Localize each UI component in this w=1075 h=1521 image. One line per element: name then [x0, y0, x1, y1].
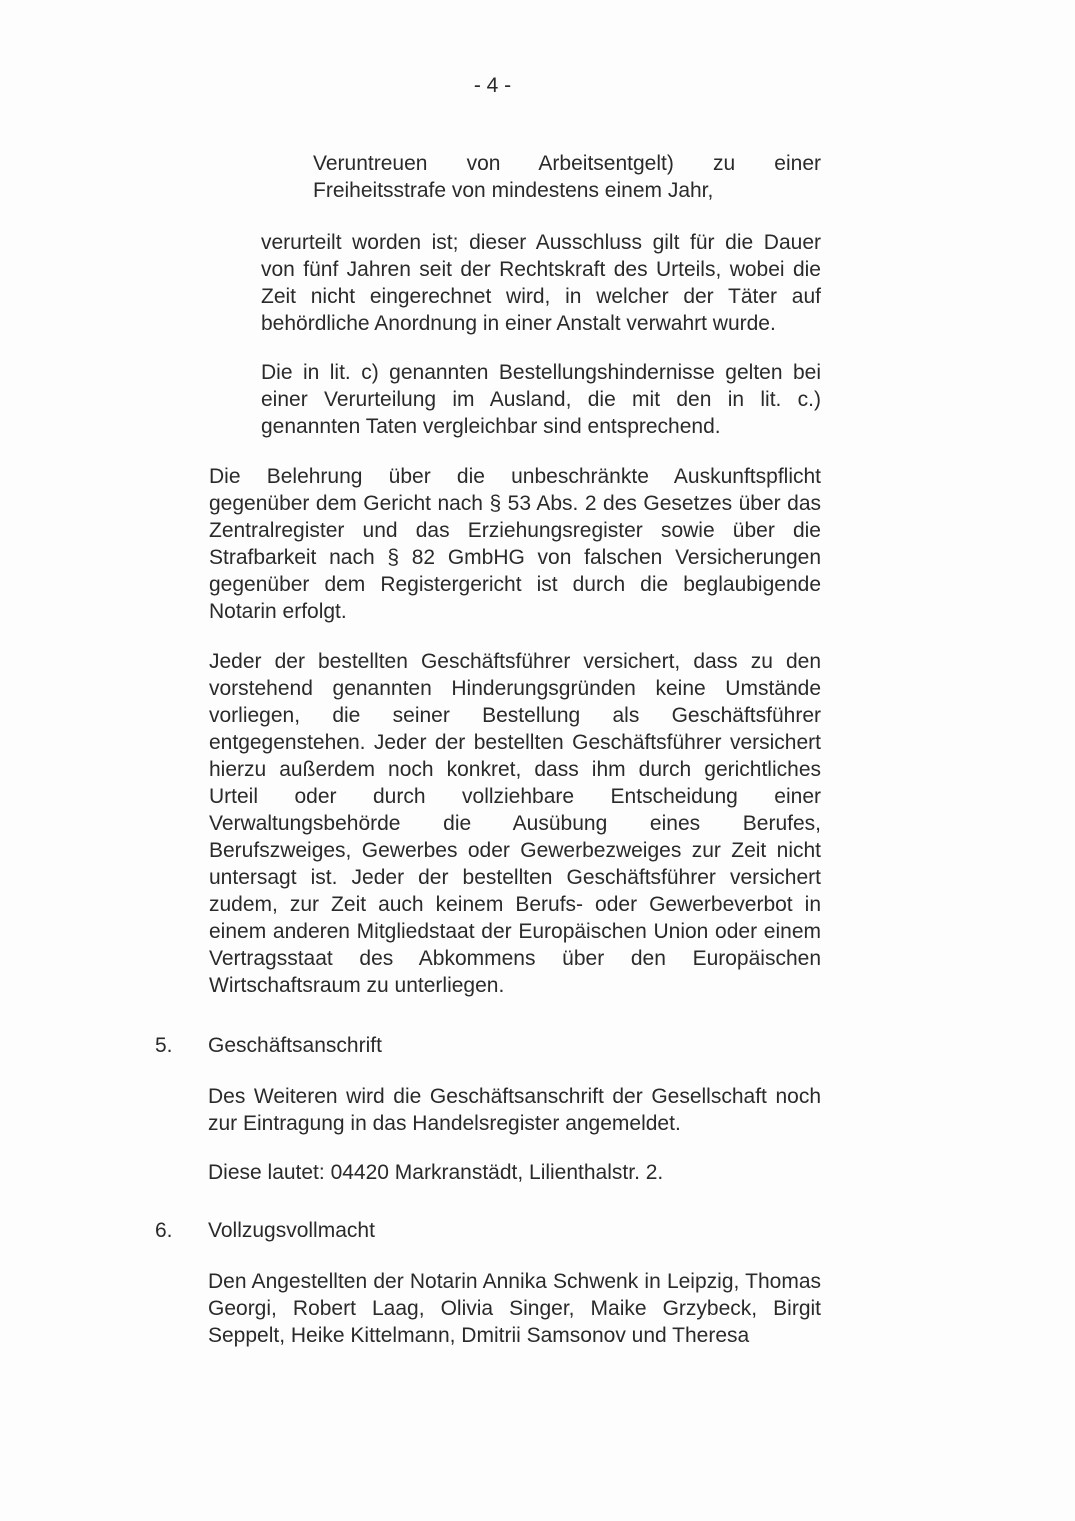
paragraph-business-address: Des Weiteren wird die Geschäftsanschrift der Gesellschaft noch zur Eintragung in das Handelsregister angemeldet. [208, 1085, 821, 1135]
page-number: - 4 - [473, 74, 512, 97]
paragraph-instruction: Die Belehrung über die unbeschränkte Auskunftspflicht gegenüber dem Gericht nach § 53 Abs. 2 des Gesetzes über das Zentralregister und das Erziehungsregister sowie über die Strafbarkeit nach § 82 GmbHG von falschen Versicherungen gegenüber dem Registergericht ist durch die beglaubigende Notarin erfolgt. [209, 465, 821, 623]
paragraph-foreign-conviction: Die in lit. c) genannten Bestellungshindernisse gelten bei einer Verurteilung im Ausland, die mit den in lit. c.) genannten Taten vergleichbar sind entsprechend. [261, 361, 821, 438]
section-6-number: 6. [155, 1219, 173, 1242]
section-5-title: Geschäftsanschrift [208, 1034, 382, 1057]
paragraph-address-value: Diese lautet: 04420 Markranstädt, Lilienthalstr. 2. [208, 1161, 664, 1184]
paragraph-exclusion-duration: verurteilt worden ist; dieser Ausschluss gilt für die Dauer von fünf Jahren seit der Rechtskraft des Urteils, wobei die Zeit nicht eingerechnet wird, in welcher der Täter auf behördliche Anordnung in einer Anstalt verwahrt wurde. [261, 231, 821, 335]
paragraph-continuation: Veruntreuen von Arbeitsentgelt) zu einer Freiheitsstrafe von mindestens einem Jahr, [313, 152, 821, 202]
section-5-number: 5. [155, 1034, 173, 1057]
paragraph-assurance: Jeder der bestellten Geschäftsführer versichert, dass zu den vorstehend genannten Hinderungsgründen keine Umstände vorliegen, die seiner Bestellung als Geschäftsführer entgegenstehen. Jeder der bestellten Geschäftsführer versichert hierzu außerdem noch konkret, dass ihm durch gerichtliches Urteil oder durch vollziehbare Entscheidung einer Verwaltungsbehörde die Ausübung eines Berufes, Berufszweiges, Gewerbes oder Gewerbezweiges zur Zeit nicht untersagt ist. Jeder der bestellten Geschäftsführer versichert zudem, zur Zeit auch keinem Berufs- oder Gewerbeverbot in einem anderen Mitgliedstaat der Europäischen Union oder einem Vertragsstaat des Abkommens über den Europäischen Wirtschaftsraum zu unterliegen. [209, 650, 821, 997]
section-6-title: Vollzugsvollmacht [208, 1219, 375, 1242]
paragraph-power-of-attorney: Den Angestellten der Notarin Annika Schwenk in Leipzig, Thomas Georgi, Robert Laag, Olivia Singer, Maike Grzybeck, Birgit Seppelt, Heike Kittelmann, Dmitrii Samsonov und Theresa [208, 1270, 821, 1347]
